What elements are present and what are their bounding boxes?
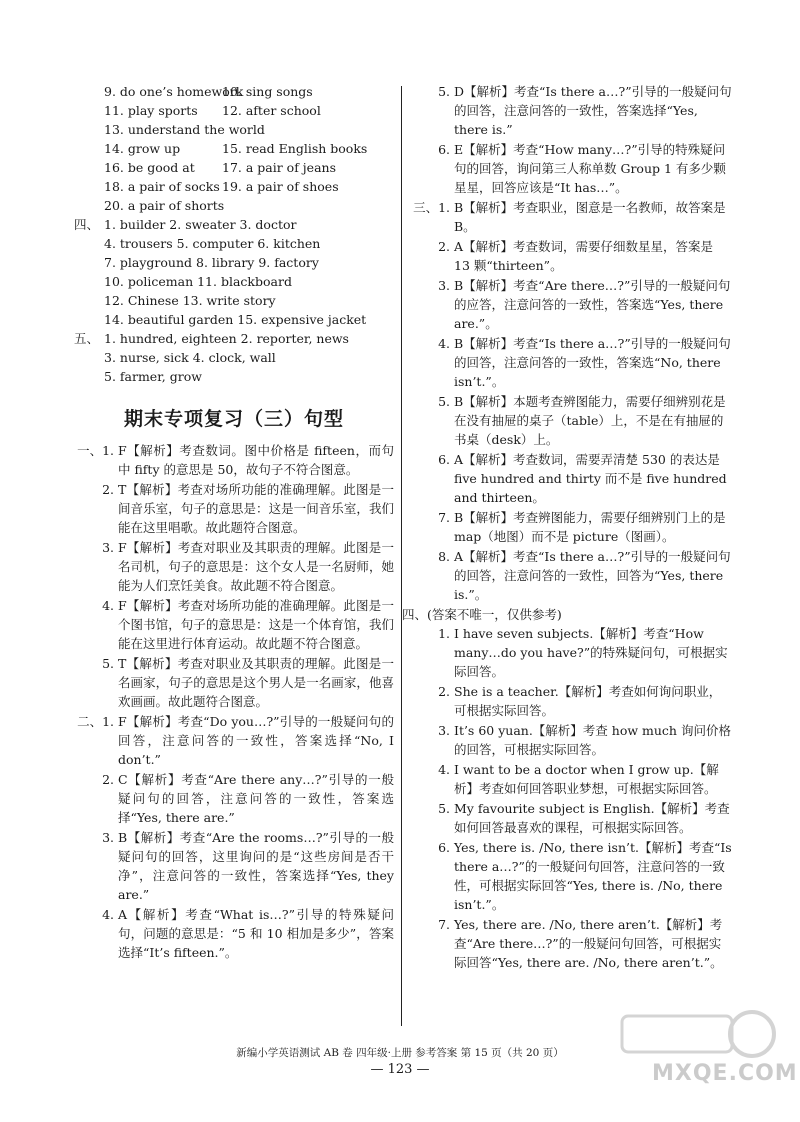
column-divider — [401, 86, 402, 1026]
answer-item: 2. She is a teacher.【解析】考查如何询问职业，可根据实际回答。 — [438, 684, 722, 718]
answer-item: 5. My favourite subject is English.【解析】考查如何回答最喜欢的课程，可根据实际回答。 — [438, 801, 730, 835]
answer-item: 2. T【解析】考查对场所功能的准确理解。此图是一间音乐室，句子的意思是：这是一间音乐室，我们能在这里唱歌。故此题符合图意。 — [102, 482, 394, 535]
answer-item: 3. It’s 60 yuan.【解析】考查 how much 询问价格的回答，可根据实际回答。 — [438, 723, 731, 757]
section-title: 期末专项复习（三）句型 — [123, 408, 344, 430]
answer-item: 3. B【解析】考查“Are the rooms…?”引导的一般疑问句的回答，这里询问的是“这些房间是否干净”，注意问答的一致性，答案选择“Yes, they are.” — [102, 830, 394, 902]
answer-line: 12. Chinese 13. write story — [104, 293, 276, 308]
answer-item: 4. B【解析】考查“Is there a…?”引导的一般疑问句的回答，注意问答的一致性，答案选“No, there isn’t.”。 — [438, 336, 731, 389]
page-footer: 新编小学英语测试 AB 卷 四年级·上册 参考答案 第 15 页（共 20 页） — [236, 1047, 564, 1059]
answer-line: 14. grow up 15. read English books — [104, 141, 368, 156]
answer-line: 18. a pair of socks 19. a pair of shoes — [104, 179, 339, 194]
section-four: 四、 1. builder 2. sweater 3. doctor — [74, 217, 297, 232]
part-two-continued — [410, 82, 732, 197]
part-one — [74, 441, 394, 711]
answer-item: 4. A【解析】考查“What is…?”引导的特殊疑问句，问题的意思是：“5 和 10 相加是多少”，答案选择“It’s fifteen.”。 — [102, 907, 394, 960]
answer-line: 20. a pair of shorts — [104, 198, 225, 213]
part-four-label: 四、(答案不唯一，仅供参考) — [402, 607, 562, 622]
answer-item: 2. A【解析】考查数词，需要仔细数星星，答案是 13 颗“thirteen”。 — [438, 239, 714, 273]
answer-line: 7. playground 8. library 9. factory — [104, 255, 319, 270]
answer-item: 5. B【解析】本题考查辨图能力，需要仔细辨别花是在没有抽屉的桌子（table）上，不是在有抽屉的书桌（desk）上。 — [438, 394, 726, 447]
part-three — [410, 198, 732, 604]
answer-item: 1. I have seven subjects.【解析】考查“How many…do you have?”的特殊疑问句，可根据实际回答。 — [438, 626, 728, 679]
page-number: — 123 — — [370, 1062, 430, 1077]
answer-item: 5. T【解析】考查对职业及其职责的理解。此图是一名画家，句子的意思是这个男人是一名画家，他喜欢画画。故此题符合图意。 — [102, 656, 394, 709]
answer-line: 13. understand the world — [104, 122, 265, 137]
answer-item: 二、1. F【解析】考查“Do you…?”引导的一般疑问句的回答，注意问答的一致性，答案选择“No, I don’t.” — [77, 714, 394, 767]
answer-item: 6. A【解析】考查数词，需要弄清楚 530 的表达是 five hundred and thirty 而不是 five hundred and thirteen。 — [438, 452, 727, 505]
answer-item: 6. E【解析】考查“How many…?”引导的特殊疑问句的回答，询问第三人称单数 Group 1 有多少颗星星，回答应该是“It has…”。 — [438, 142, 726, 195]
answer-line: 16. be good at 17. a pair of jeans — [104, 160, 336, 175]
answer-item: 7. Yes, there are. /No, there aren’t.【解析】考查“Are there…?”的一般疑问句回答，可根据实际回答“Yes, there are. /No, there aren’t.”。 — [438, 917, 723, 970]
answer-line: 3. nurse, sick 4. clock, wall — [104, 350, 276, 365]
left-column — [74, 82, 394, 963]
answer-item: 三、1. B【解析】考查职业，图意是一名教师，故答案是 B。 — [413, 200, 726, 234]
answer-item: 8. A【解析】考查“Is there a…?”引导的一般疑问句的回答，注意问答的一致性，回答为“Yes, there is.”。 — [438, 549, 731, 602]
answer-item: 4. F【解析】考查对场所功能的准确理解。此图是一个图书馆，句子的意思是：这是一个体育馆，我们能在这里进行体育运动。故此题不符合图意。 — [102, 598, 394, 651]
answer-item: 5. D【解析】考查“Is there a…?”引导的一般疑问句的回答，注意问答的一致性，答案选择“Yes, there is.” — [438, 84, 732, 137]
answer-line: 5. farmer, grow — [104, 369, 202, 384]
answer-item: 一、1. F【解析】考查数词。图中价格是 fifteen，而句中 fifty 的意思是 50，故句子不符合图意。 — [77, 443, 394, 477]
answer-line: 9. do one’s homework 10. sing songs — [104, 84, 313, 99]
right-column — [402, 82, 732, 973]
answer-line: 10. policeman 11. blackboard — [104, 274, 292, 289]
answer-line: 4. trousers 5. computer 6. kitchen — [104, 236, 321, 251]
answer-item: 2. C【解析】考查“Are there any…?”引导的一般疑问句的回答，注意问答的一致性，答案选择“Yes, there are.” — [102, 772, 394, 825]
part-two — [74, 712, 394, 962]
answer-line: 11. play sports 12. after school — [104, 103, 321, 118]
answer-item: 3. B【解析】考查“Are there…?”引导的一般疑问句的应答，注意问答的一致性，答案选“Yes, there are.”。 — [438, 278, 731, 331]
answer-item: 7. B【解析】考查辨图能力，需要仔细辨别门上的是 map（地图）而不是 picture（图画）。 — [438, 510, 726, 544]
answer-item: 6. Yes, there is. /No, there isn’t.【解析】考查“Is there a…?”的一般疑问句回答，注意问答的一致性，可根据实际回答“Yes, there is. /No, there isn’t.”。 — [438, 840, 732, 912]
answer-line: 14. beautiful garden 15. expensive jacket — [104, 312, 367, 327]
watermark-logo — [582, 1002, 798, 1092]
answer-item: 4. I want to be a doctor when I grow up.【解析】考查如何回答职业梦想，可根据实际回答。 — [438, 762, 719, 796]
answer-item: 3. F【解析】考查对职业及其职责的理解。此图是一名司机，句子的意思是：这个女人是一名厨师，她能为人们烹饪美食。故此题不符合图意。 — [102, 540, 394, 593]
section-five: 五、 1. hundred, eighteen 2. reporter, news — [74, 331, 349, 346]
part-four — [402, 605, 732, 972]
watermark-text: MXQE.COM — [652, 1061, 798, 1086]
